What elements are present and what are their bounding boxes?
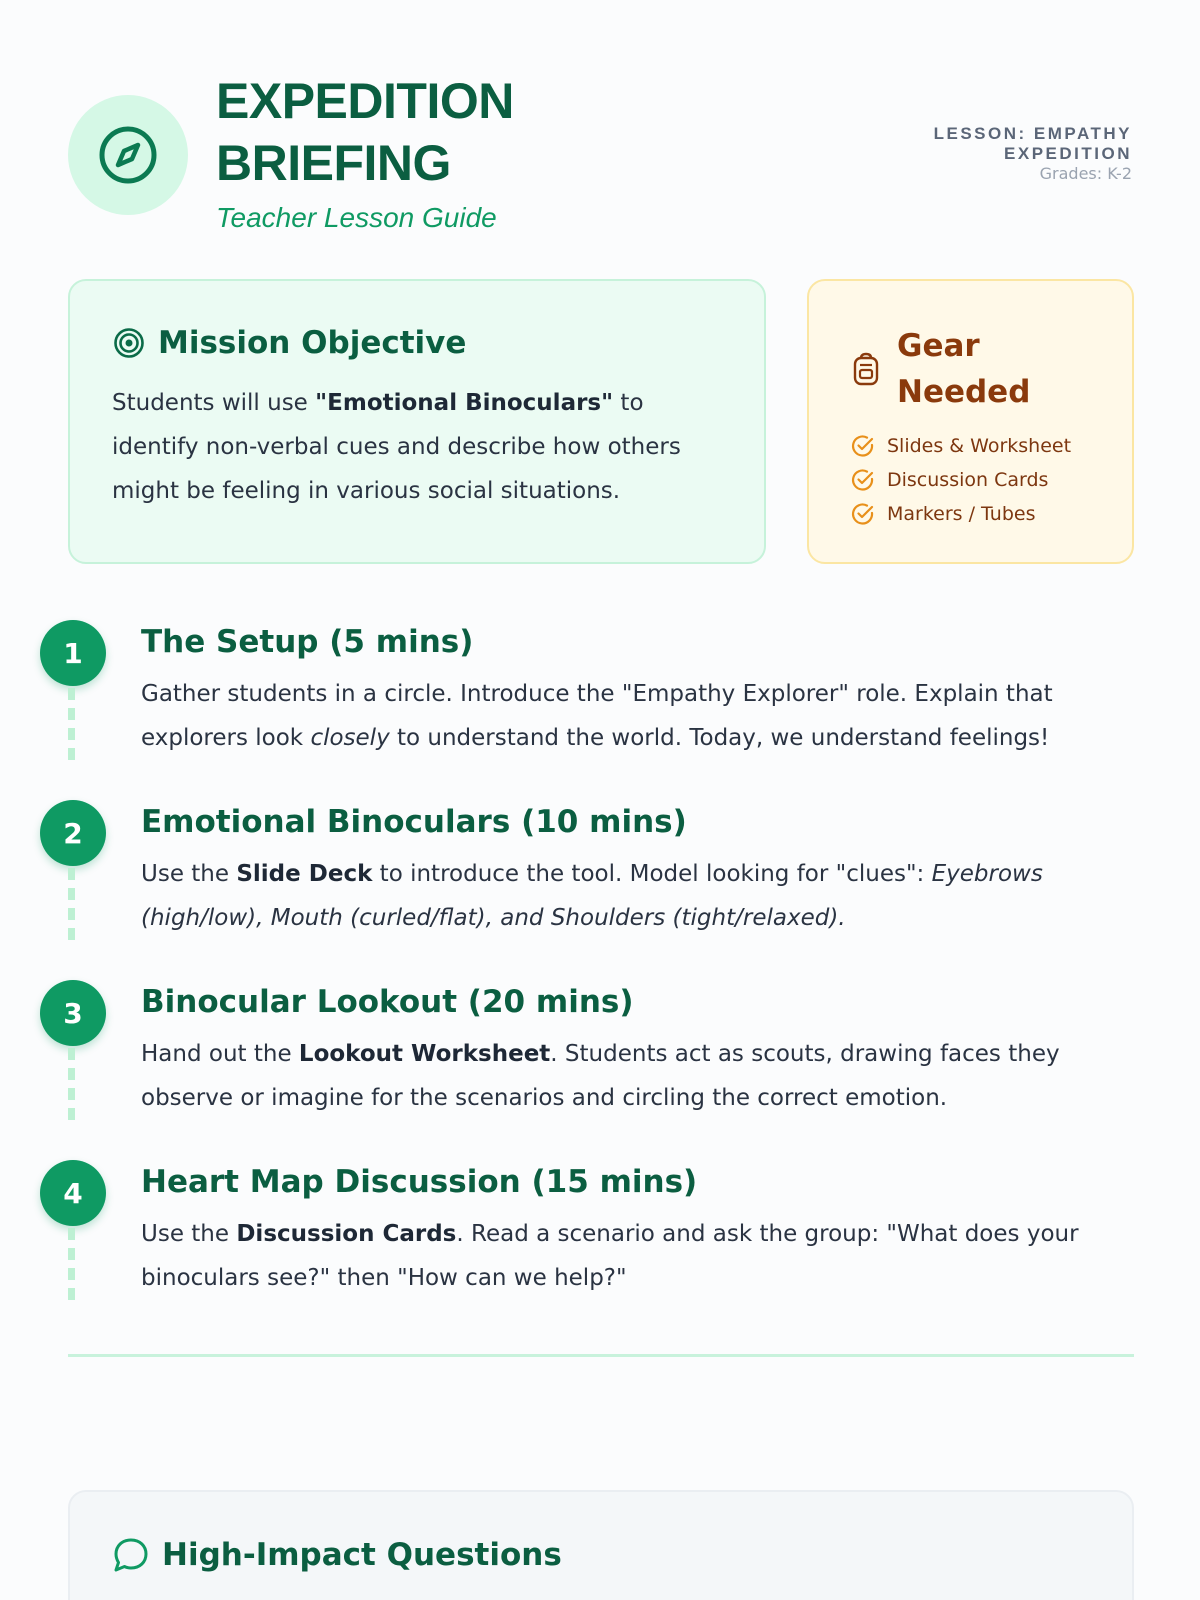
lesson-label: LESSON: EMPATHY EXPEDITION <box>933 124 1132 163</box>
step-3 <box>40 980 1140 1160</box>
mission-objective-card <box>68 279 766 564</box>
step-connector <box>68 1048 75 1128</box>
title-block <box>216 70 736 234</box>
header <box>68 70 1132 240</box>
step-2 <box>40 800 1140 980</box>
page-title: EXPEDITION BRIEFING <box>216 73 514 191</box>
questions-heading <box>112 1536 1090 1574</box>
step-text: Use the Slide Deck to introduce the tool. Model looking for "clues": Eyebrows (high/low), Mouth (curled/flat), and Shoulders (tight/relaxed). <box>141 861 1043 931</box>
high-impact-questions-card <box>68 1490 1134 1600</box>
list-item: Markers / Tubes <box>851 497 1102 531</box>
step-title: Binocular Lookout (20 mins) <box>141 984 634 1020</box>
step-body <box>141 624 1141 760</box>
backpack-icon <box>851 352 881 386</box>
questions-title: High-Impact Questions <box>162 1537 562 1573</box>
step-number: 3 <box>40 980 106 1046</box>
step-4 <box>40 1160 1140 1340</box>
step-number: 4 <box>40 1160 106 1226</box>
step-title: Emotional Binoculars (10 mins) <box>141 804 687 840</box>
check-circle-icon <box>851 434 875 458</box>
gear-heading <box>851 323 1102 415</box>
lesson-steps <box>40 620 1140 1340</box>
list-item: Discussion Cards <box>851 463 1102 497</box>
lesson-meta <box>902 124 1132 184</box>
compass-icon <box>96 123 160 187</box>
step-1 <box>40 620 1140 800</box>
step-number: 2 <box>40 800 106 866</box>
step-body <box>141 984 1141 1120</box>
step-text: Hand out the Lookout Worksheet. Students act as scouts, drawing faces they observe or imagine for the scenarios and circling the correct emotion. <box>141 1041 1060 1111</box>
target-icon <box>112 326 146 360</box>
logo-badge <box>68 95 188 215</box>
chat-bubble-icon <box>112 1536 150 1574</box>
step-connector <box>68 688 75 768</box>
list-item: Slides & Worksheet <box>851 429 1102 463</box>
step-connector <box>68 868 75 948</box>
step-title: Heart Map Discussion (15 mins) <box>141 1164 698 1200</box>
gear-title: Gear Needed <box>897 328 1031 410</box>
objective-text: Students will use "Emotional Binoculars" to identify non-verbal cues and describe how others might be feeling in various social situations. <box>112 390 681 504</box>
step-body <box>141 1164 1141 1300</box>
step-text: Gather students in a circle. Introduce the "Empathy Explorer" role. Explain that explorers look closely to understand the world. Today, we understand feelings! <box>141 681 1053 751</box>
gear-needed-card <box>807 279 1134 564</box>
step-number: 1 <box>40 620 106 686</box>
step-body <box>141 804 1141 940</box>
step-title: The Setup (5 mins) <box>141 624 474 660</box>
objective-title: Mission Objective <box>158 325 467 361</box>
step-connector <box>68 1228 75 1308</box>
grades-label: Grades: K-2 <box>1039 164 1132 183</box>
gear-list <box>851 429 1102 531</box>
step-text: Use the Discussion Cards. Read a scenario and ask the group: "What does your binoculars see?" then "How can we help?" <box>141 1221 1079 1291</box>
objective-heading <box>112 325 724 361</box>
section-divider <box>68 1354 1134 1357</box>
check-circle-icon <box>851 468 875 492</box>
page-subtitle: Teacher Lesson Guide <box>216 202 497 233</box>
check-circle-icon <box>851 502 875 526</box>
